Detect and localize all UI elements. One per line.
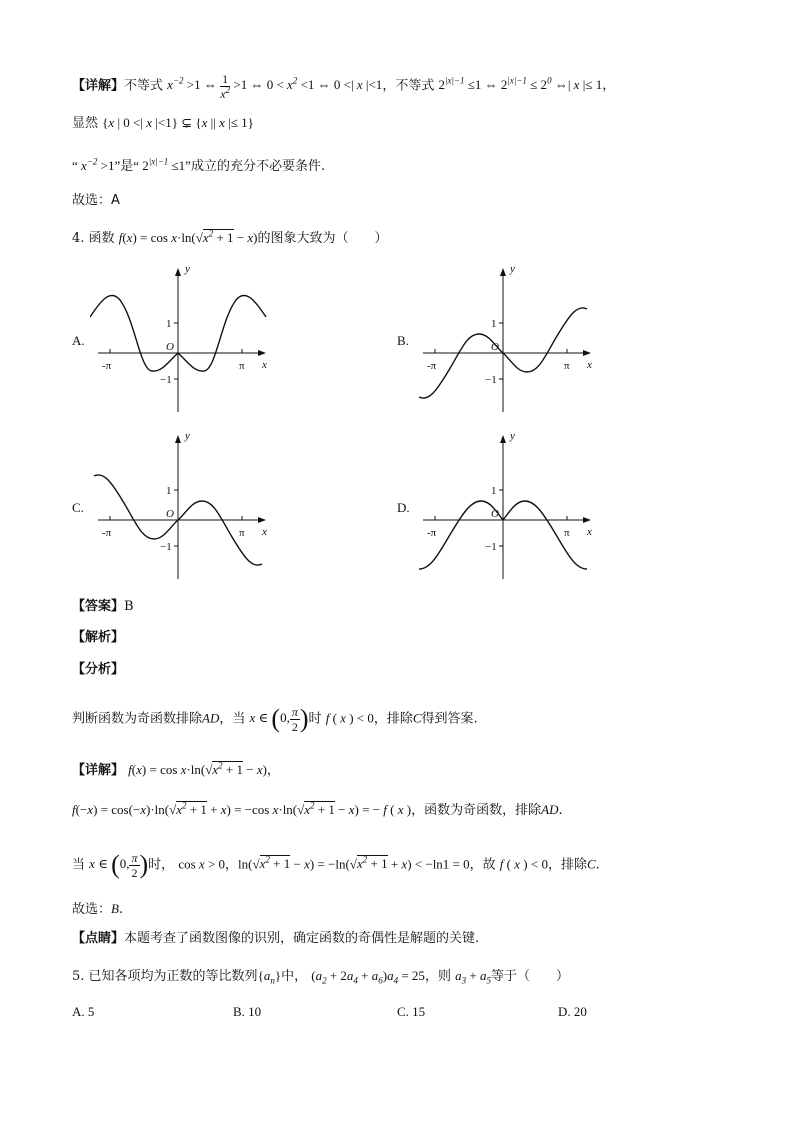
dianjing-tag: 【点睛】 — [72, 931, 125, 946]
choice-d[interactable]: D. 20 — [558, 1004, 587, 1019]
tick-label-pi: π — [564, 360, 570, 372]
tick-label-neg-pi: -π — [427, 527, 437, 539]
tick-label-pi: π — [564, 527, 570, 539]
tick-label-neg1: −1 — [160, 541, 172, 553]
q4-detail-line-2: $f(-x) = \cos(-x)\cdot\ln(√x^2 + 1 + x) = -\cos$ $x\cdot\ln(√x^2 + 1 - x)$ = − f ( x )，函数为奇函数，排除AD. — [72, 800, 563, 818]
x-axis-label: x — [587, 359, 592, 371]
fenxi-text: 判断函数为奇函数排除AD，当 x ∈ (0, $\frac{\pi}{2}$ )时 f ( x ) < 0，排除C得到答案. — [72, 704, 478, 734]
q4-stem: 4. 函数 $f(x) = \cos x\cdot\ln(√x^2 + 1 - x)$的图象大致为（ ） — [72, 228, 388, 246]
y-axis-label: y — [185, 263, 190, 275]
graph-option-b — [415, 262, 615, 417]
math-inequality: $x^{-2} >1$ ⇔ $\frac{1}{x^2}$ >1 ⇔ $0 < x^2 <1$ ⇔ 0 <| x |<1 — [167, 72, 383, 101]
tick-label-neg-pi: -π — [427, 360, 437, 372]
answer-tag: 【答案】 — [72, 599, 125, 614]
tick-label-neg1: −1 — [485, 374, 497, 386]
x-axis-label: x — [262, 526, 267, 538]
option-d-label: D. — [397, 500, 410, 515]
tick-label-1: 1 — [166, 485, 172, 497]
origin-label: O — [166, 341, 174, 353]
tick-label-1: 1 — [166, 318, 172, 330]
q4-detail-line-1: 【详解】 $f(x) = \cos x\cdot\ln(√x^2 + 1 - x)$， — [72, 760, 280, 778]
detail-tag: 【详解】 — [72, 763, 125, 778]
origin-label: O — [166, 508, 174, 520]
graph-option-c — [90, 429, 290, 584]
question-number: 4. — [72, 231, 85, 246]
choice-a[interactable]: A. 5 — [72, 1004, 95, 1019]
answer-line — [72, 597, 134, 617]
option-b-label: B. — [397, 333, 409, 348]
q3-detail-line-2: 显然 {x | 0 <| x |<1} ⊊ {x || x |≤ 1} — [72, 115, 254, 131]
option-a-label: A. — [72, 333, 85, 348]
y-axis-label: y — [510, 430, 515, 442]
tick-label-pi: π — [239, 527, 245, 539]
tick-label-1: 1 — [491, 318, 497, 330]
q4-choose: 故选：B. — [72, 901, 124, 917]
question-number: 5. — [72, 969, 85, 984]
graph-option-a — [90, 262, 290, 417]
q5-stem: 5. 已知各项均为正数的等比数列$\{a_n\}$中， $(a_2 + 2a_4 + a_6)a_4 = 25$，则 $a_3 + a_5$等于（ ） — [72, 968, 569, 986]
q3-conclusion: “ $x^{-2} >1$”是“ $2^{|x|-1} \le 1$”成立的充分不必要条件. — [72, 156, 326, 174]
choice-c[interactable]: C. 15 — [397, 1004, 426, 1019]
tick-label-neg1: −1 — [160, 374, 172, 386]
choice-b[interactable]: B. 10 — [233, 1004, 262, 1019]
analysis-tag: 【解析】 — [72, 630, 125, 645]
answer-value: B — [124, 599, 134, 614]
origin-label: O — [491, 341, 499, 353]
origin-label: O — [491, 508, 499, 520]
tick-label-1: 1 — [491, 485, 497, 497]
x-axis-label: x — [587, 526, 592, 538]
tick-label-neg-pi: -π — [102, 527, 112, 539]
q4-detail-line-3: 当 x ∈ (0, $\frac{\pi}{2}$ )时， cos x > 0，$\ln(√x^2 + 1 - x) = -\ln(√x^2 + 1 + x) < -\ln 1 = 0$，故 f ( x ) < 0，排除C. — [72, 850, 600, 880]
graph-option-d — [415, 429, 615, 584]
detail-tag: 【详解】 — [72, 78, 125, 94]
tick-label-pi: π — [239, 360, 245, 372]
option-c-label: C. — [72, 500, 84, 515]
fenxi-tag: 【分析】 — [72, 662, 125, 677]
tick-label-neg-pi: -π — [102, 360, 112, 372]
y-axis-label: y — [185, 430, 190, 442]
tick-label-neg1: −1 — [485, 541, 497, 553]
x-axis-label: x — [262, 359, 267, 371]
q3-detail-line-1: 【详解】不等式 $x^{-2} >1$ ⇔ $\frac{1}{x^2}$ >1 ⇔ $0 < x^2 <1$ ⇔ 0 <| x |<1，不等式 $2^{|x|-1} \le 1$ ⇔ $2^{|x|-1} \le 2^0$ ⇔| x |≤ 1， — [72, 72, 616, 101]
q4-dianjing: 【点睛】本题考查了函数图像的识别，确定函数的奇偶性是解题的关键. — [72, 931, 480, 946]
q3-choose: 故选：A — [72, 193, 120, 208]
y-axis-label: y — [510, 263, 515, 275]
